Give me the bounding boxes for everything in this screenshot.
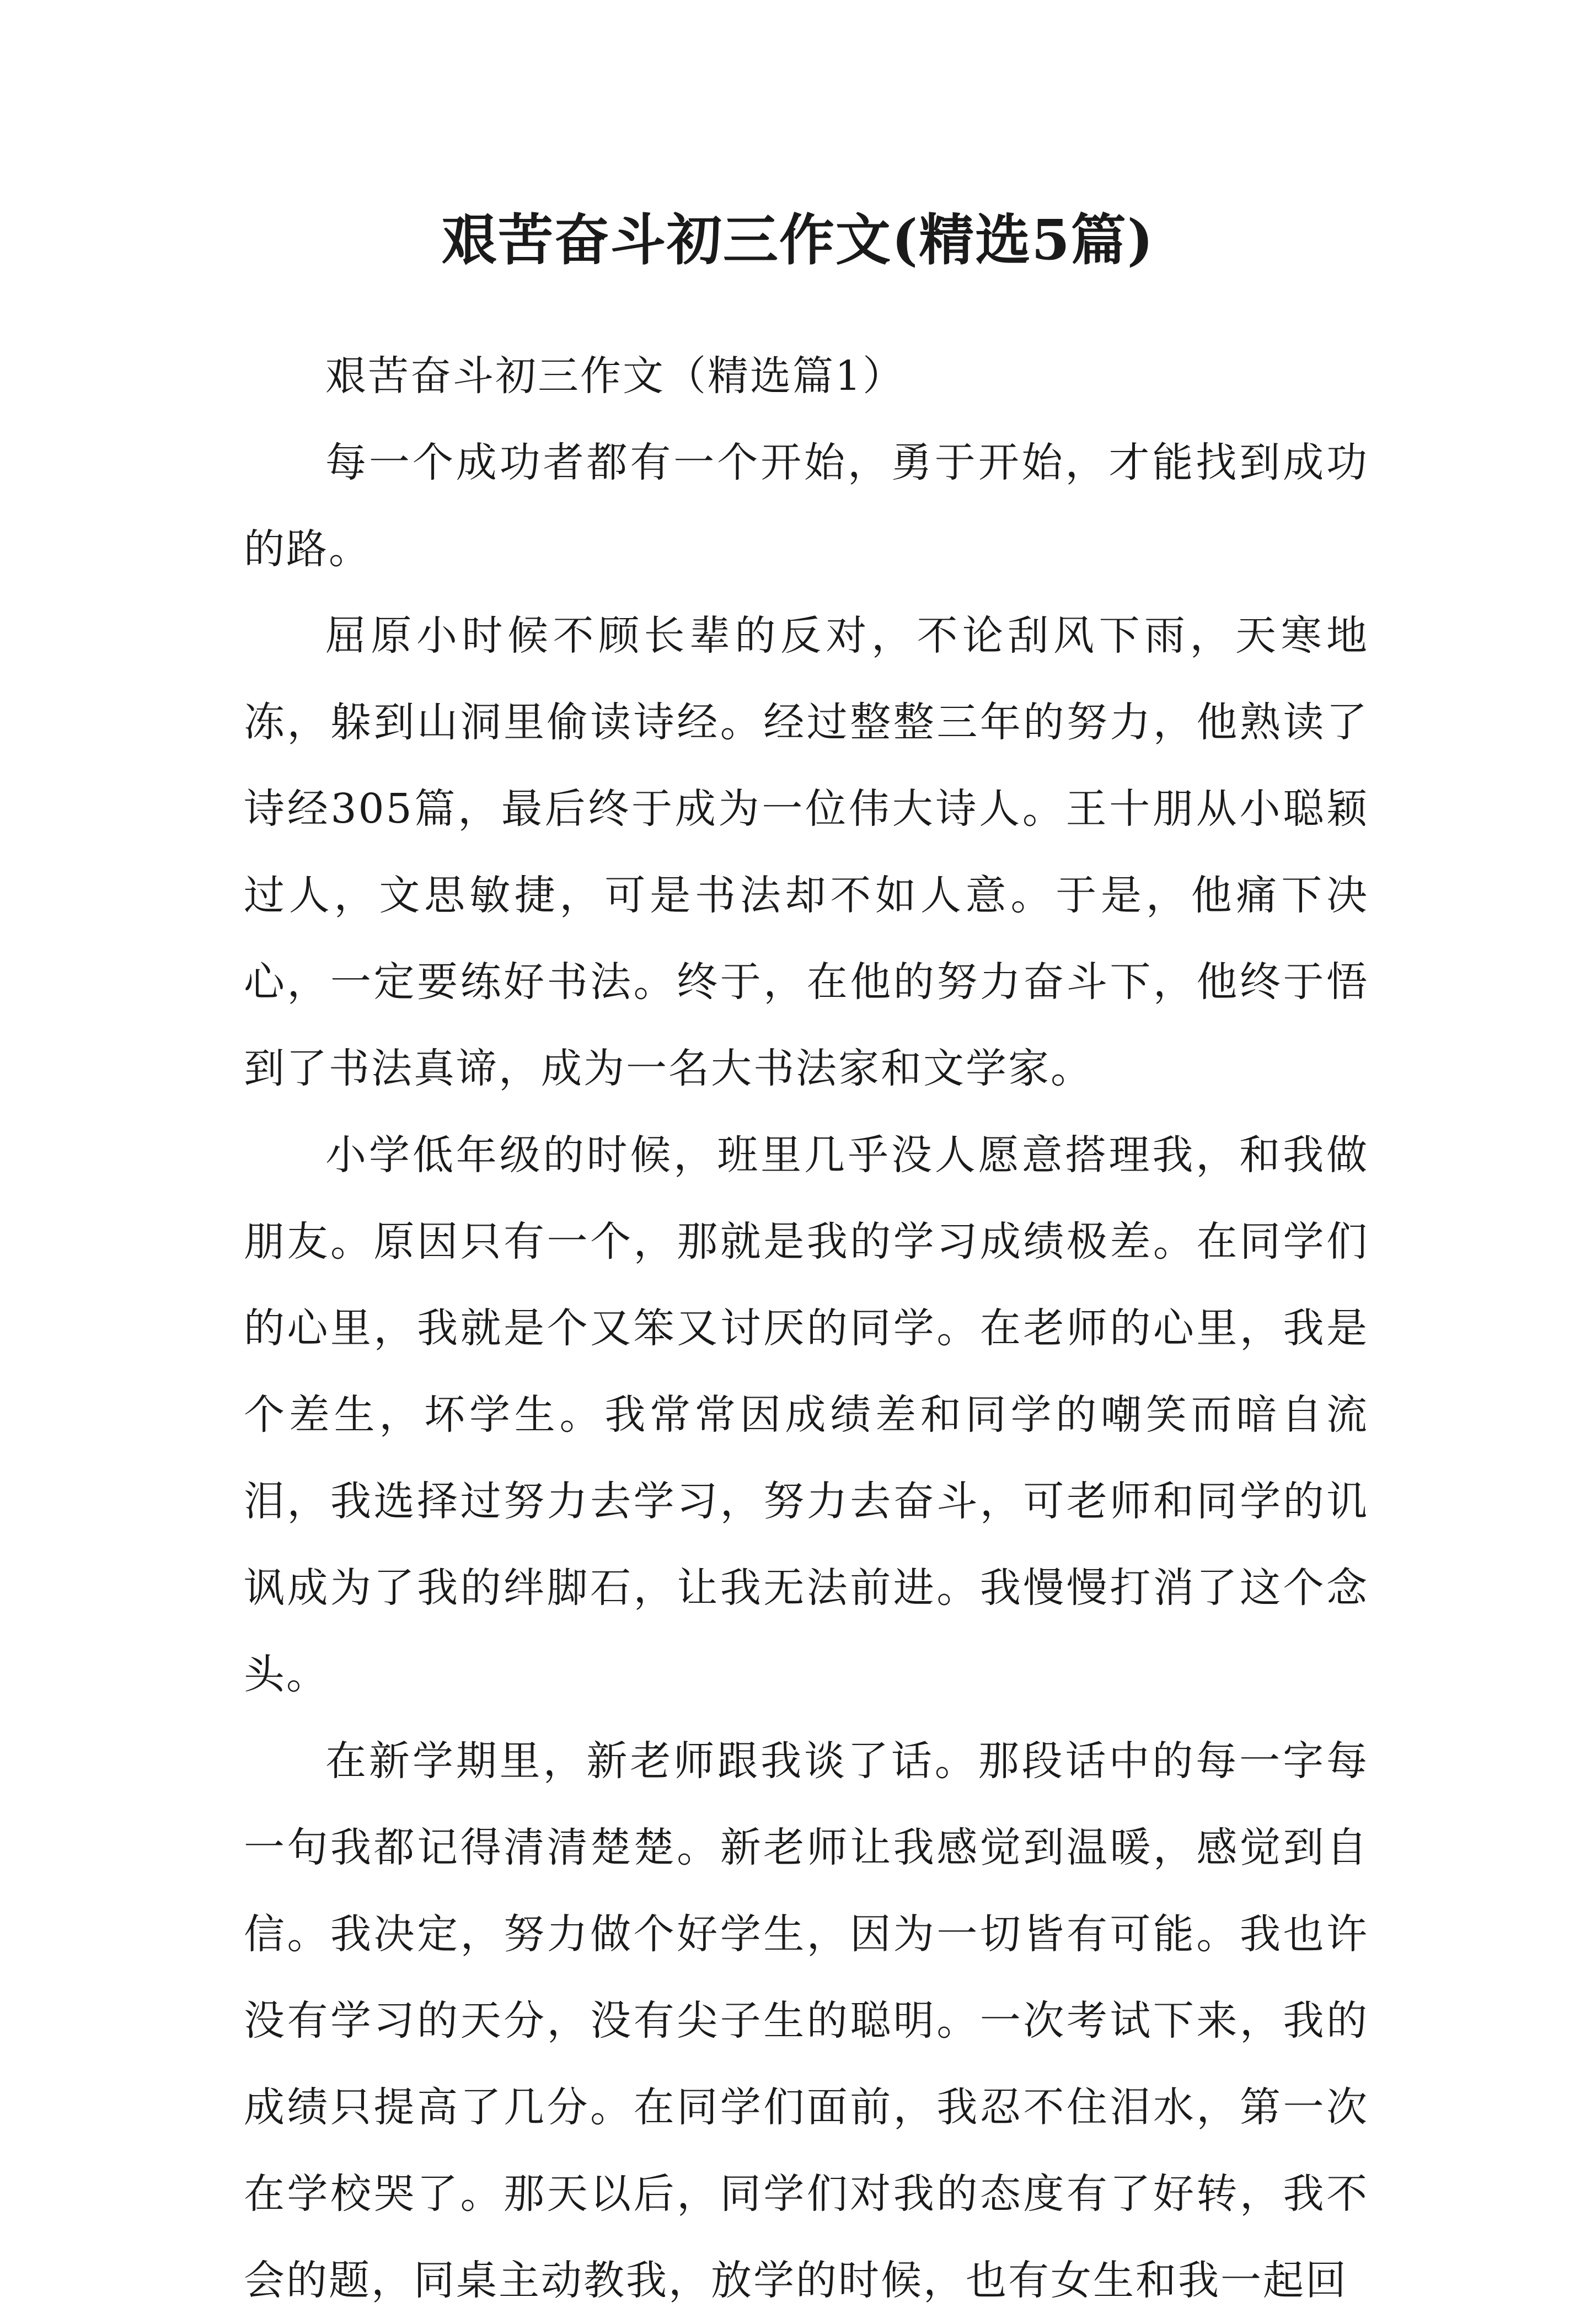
document-title: 艰苦奋斗初三作文(精选5篇): [441, 207, 1155, 272]
document-body: [244, 333, 1369, 2324]
section-heading: 艰苦奋斗初三作文（精选篇1）: [325, 352, 906, 400]
paragraph: 小学低年级的时候，班里几乎没人愿意搭理我，和我做朋友。原因只有一个，那就是我的学习成绩极差。在同学们的心里，我就是个又笨又讨厌的同学。在老师的心里，我是个差生，坏学生。我常常因成绩差和同学的嘲笑而暗自流泪，我选择过努力去学习，努力去奋斗，可老师和同学的讥讽成为了我的绊脚石，让我无法前进。我慢慢打消了这个念头。: [244, 1131, 1369, 1698]
paragraph: 屈原小时候不顾长辈的反对，不论刮风下雨，天寒地冻，躲到山洞里偷读诗经。经过整整三年的努力，他熟读了诗经305篇，最后终于成为一位伟大诗人。王十朋从小聪颖过人，文思敏捷，可是书法却不如人意。于是，他痛下决心，一定要练好书法。终于，在他的努力奋斗下，他终于悟到了书法真谛，成为一名大书法家和文学家。: [244, 612, 1369, 1092]
paragraph: 每一个成功者都有一个开始，勇于开始，才能找到成功的路。: [244, 439, 1369, 573]
paragraph: 在新学期里，新老师跟我谈了话。那段话中的每一字每一句我都记得清清楚楚。新老师让我感觉到温暖，感觉到自信。我决定，努力做个好学生，因为一切皆有可能。我也许没有学习的天分，没有尖子生的聪明。一次考试下来，我的成绩只提高了几分。在同学们面前，我忍不住泪水，第一次在学校哭了。那天以后，同学们对我的态度有了好转，我不会的题，同桌主动教我，放学的时候，也有女生和我一起回: [244, 1737, 1369, 2304]
